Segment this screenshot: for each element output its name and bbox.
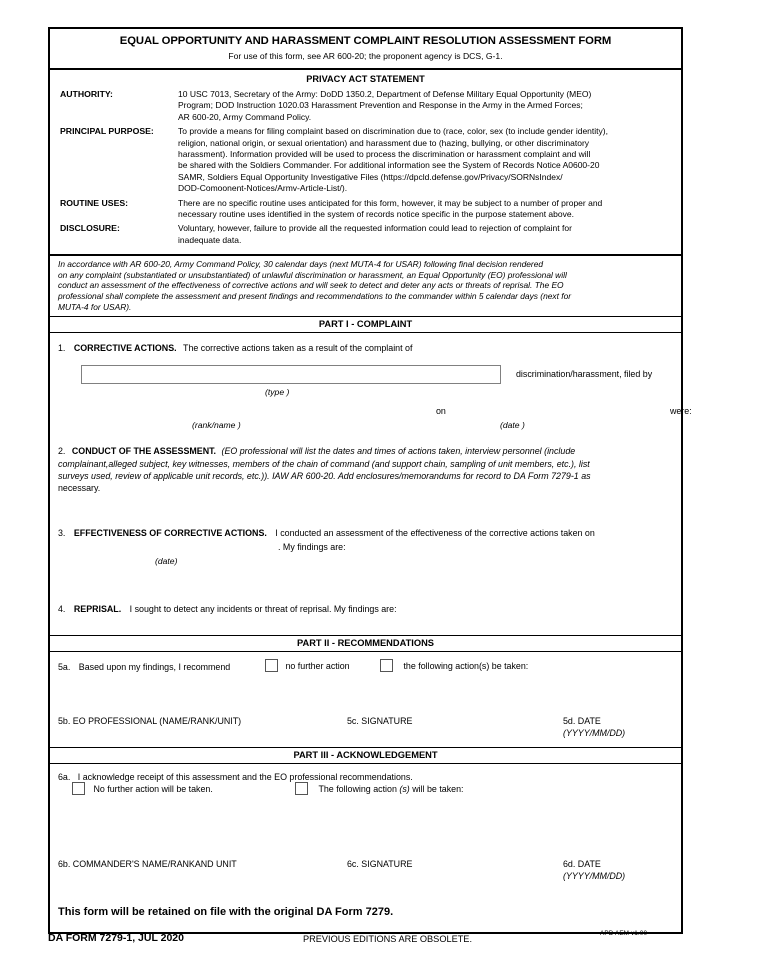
checkbox-following-actions[interactable] — [380, 656, 528, 674]
checkbox-ack-following-label-pre: The following action — [318, 784, 400, 795]
field-5c-signature: 5c. SIGNATURE — [347, 716, 413, 727]
checkbox-ack-no-further-action-label: No further action will be taken. — [93, 784, 213, 795]
title-block — [50, 29, 681, 70]
policy-line: In accordance with AR 600-20, Army Command Policy, 30 calendar days (next MUTA-4 for USAR) following final decision rendered — [58, 259, 544, 270]
item-5a-row — [58, 657, 230, 675]
caption-date-1: (date ) — [500, 420, 525, 431]
retain-note-block — [50, 890, 681, 932]
policy-line: on any complaint (substantiated or unsubstantiated) of unlawful discrimination or harassment, an Equal Opportunity (EO) professional will — [58, 269, 567, 280]
field-5b-eo-professional: 5b. EO PROFESSIONAL (NAME/RANK/UNIT) — [58, 716, 242, 727]
privacy-text-line: SAMR, Soldiers Equal Opportunity Investigative Files (https://dpcld.defense.gov/Privacy/SORNsIndex/ — [178, 171, 563, 182]
label-discrimination-harassment: discrimination/harassment, filed by — [516, 369, 653, 380]
checkbox-no-further-action-label: no further action — [285, 661, 350, 672]
item-2-block — [58, 445, 678, 495]
form-subtitle: For use of this form, see AR 600-20; the proponent agency is DCS, G-1. — [228, 51, 503, 61]
item-2-line: necessary. — [58, 483, 101, 494]
item-4-text: I sought to detect any incidents or threat of reprisal. My findings are: — [129, 604, 397, 615]
item-5a-number: 5a. — [58, 662, 71, 673]
item-4-block — [58, 599, 678, 617]
privacy-text-line: religion, national origin, or sexual orientation) and harassment due to (hazing, bullying, or other discriminatory — [178, 137, 590, 148]
item-1-title: CORRECTIVE ACTIONS. — [73, 343, 177, 354]
label-on: on — [436, 406, 446, 417]
checkbox-box-icon[interactable] — [295, 782, 308, 795]
item-2-number: 2. — [58, 446, 66, 457]
item-3-findings: . My findings are: — [278, 542, 346, 553]
caption-date-3: (date) — [155, 556, 178, 567]
privacy-row-authority — [60, 89, 673, 123]
privacy-text-authority — [178, 89, 673, 123]
privacy-label-disclosure: DISCLOSURE: — [60, 223, 120, 234]
privacy-text-line: Voluntary, however, failure to provide all the requested information could lead to rejection of complaint for — [178, 223, 572, 234]
footer — [48, 930, 683, 952]
field-5d-date: 5d. DATE — [563, 716, 601, 727]
privacy-text-line: be shared with the Soldiers Commander. For additional information see the System of Records Notice A0600-20 — [178, 160, 600, 171]
privacy-text-routine-uses — [178, 198, 673, 221]
part-2-header: PART II - RECOMMENDATIONS — [50, 635, 681, 652]
retain-note: This form will be retained on file with the original DA Form 7279. — [58, 906, 394, 919]
item-2-line: complainant,alleged subject, key witnesses, members of the chain of command (and support chain, sampling of unit members, etc.), list — [58, 458, 590, 469]
item-2-line: (EO professional will list the dates and times of actions taken, interview personnel (include — [221, 446, 576, 457]
privacy-text-line: Program; DOD Instruction 1020.03 Harassment Prevention and Response in the Army in the Armed Forces; — [178, 100, 583, 111]
privacy-row-routine-uses — [60, 198, 673, 221]
privacy-row-disclosure — [60, 223, 673, 246]
policy-line: conduct an assessment of the effectiveness of corrective actions and will seek to detect and deter any acts or threats of reprisal. The EO — [58, 280, 564, 291]
field-6b-commander-name: 6b. COMMANDER'S NAME/RANKAND UNIT — [58, 859, 237, 870]
part-3-header: PART III - ACKNOWLEDGEMENT — [50, 747, 681, 764]
checkbox-following-actions-label: the following action(s) be taken: — [403, 661, 529, 672]
checkbox-ack-following-action[interactable] — [295, 779, 464, 797]
checkbox-box-icon[interactable] — [72, 782, 85, 795]
privacy-text-line: AR 600-20, Army Command Policy. — [178, 111, 312, 122]
privacy-text-line: There are no specific routine uses anticipated for this form, however, it may be subject to a number of proper and — [178, 197, 603, 208]
field-5d-date-format: (YYYY/MM/DD) — [563, 728, 626, 739]
privacy-text-principal-purpose — [178, 126, 673, 194]
complaint-type-input[interactable] — [81, 365, 501, 384]
item-3-title: EFFECTIVENESS OF CORRECTIVE ACTIONS. — [73, 528, 267, 539]
item-3-number: 3. — [58, 528, 66, 539]
caption-type: (type ) — [265, 387, 290, 398]
checkbox-box-icon[interactable] — [265, 659, 278, 672]
privacy-act-body — [50, 89, 681, 254]
part-1-content — [50, 333, 692, 635]
label-were: were: — [670, 406, 692, 417]
item-1-heading — [58, 338, 412, 356]
policy-line: professional shall complete the assessment and present findings and recommendations to the commander within 5 calendar days (next for — [58, 291, 572, 302]
field-6c-signature: 6c. SIGNATURE — [347, 859, 413, 870]
page-title: EQUAL OPPORTUNITY AND HARASSMENT COMPLAINT RESOLUTION ASSESSMENT FORM — [119, 35, 612, 47]
field-6d-date: 6d. DATE — [563, 859, 601, 870]
footer-editions-note: PREVIOUS EDITIONS ARE OBSOLETE. — [303, 934, 472, 944]
item-6a-number: 6a. — [58, 772, 71, 783]
item-6a-text: I acknowledge receipt of this assessment and the EO professional recommendations. — [77, 772, 413, 783]
privacy-text-line: harassment). Information provided will be used to process the discrimination or harassment complaint and will — [178, 149, 591, 160]
caption-rank-name: (rank/name ) — [192, 420, 241, 431]
item-2-title: CONDUCT OF THE ASSESSMENT. — [71, 446, 217, 457]
privacy-text-disclosure — [178, 223, 673, 246]
item-4-number: 4. — [58, 604, 66, 615]
checkbox-box-icon[interactable] — [380, 659, 393, 672]
privacy-act-block — [50, 70, 681, 256]
privacy-act-heading: PRIVACY ACT STATEMENT — [306, 74, 425, 84]
item-1-number: 1. — [58, 343, 66, 354]
privacy-text-line: necessary routine uses identified in the system of records notice specific in the purpose statement above. — [178, 209, 574, 220]
item-1-text: The corrective actions taken as a result of the complaint of — [183, 343, 413, 354]
item-5a-text: Based upon my findings, I recommend — [78, 662, 231, 673]
privacy-text-line: DOD-Comoonent-Notices/Armv-Article-List/). — [178, 183, 348, 194]
item-3-text: I conducted an assessment of the effectiveness of the corrective actions taken on — [275, 528, 595, 539]
privacy-text-line: To provide a means for filing complaint based on discrimination due to (race, color, sex (to include gender identity), — [178, 126, 608, 137]
footer-form-number: DA FORM 7279-1, JUL 2020 — [48, 932, 184, 944]
privacy-row-principal-purpose — [60, 126, 673, 194]
privacy-text-line: 10 USC 7013, Secretary of the Army: DoDD 1350.2, Department of Defense Military Equal Opportunity (MEO) — [178, 89, 592, 99]
checkbox-ack-following-label-ital: (s) — [399, 784, 410, 795]
item-3-block — [58, 523, 678, 541]
checkbox-no-further-action[interactable] — [265, 656, 350, 674]
policy-paragraph — [50, 256, 681, 316]
form-frame — [48, 27, 692, 934]
field-6d-date-format: (YYYY/MM/DD) — [563, 871, 626, 882]
item-2-line: surveys used, review of applicable unit records, etc.)). IAW AR 600-20. Add enclosures/memorandums for record to DA Form 7279-1 as — [58, 471, 591, 482]
part-2-content — [50, 652, 681, 747]
footer-version: APD AEM v1.00 — [600, 930, 648, 937]
policy-line: MUTA-4 for USAR). — [58, 301, 132, 312]
privacy-text-line: inadequate data. — [178, 234, 242, 245]
part-3-content — [50, 764, 681, 890]
checkbox-ack-no-further-action[interactable] — [72, 779, 213, 797]
privacy-label-routine-uses: ROUTINE USES: — [60, 197, 129, 208]
privacy-label-authority: AUTHORITY: — [60, 89, 113, 99]
privacy-label-principal-purpose: PRINCIPAL PURPOSE: — [60, 126, 154, 137]
item-4-title: REPRISAL. — [73, 604, 122, 615]
part-1-header: PART I - COMPLAINT — [50, 316, 681, 333]
checkbox-ack-following-label-post: will be taken: — [409, 784, 464, 795]
